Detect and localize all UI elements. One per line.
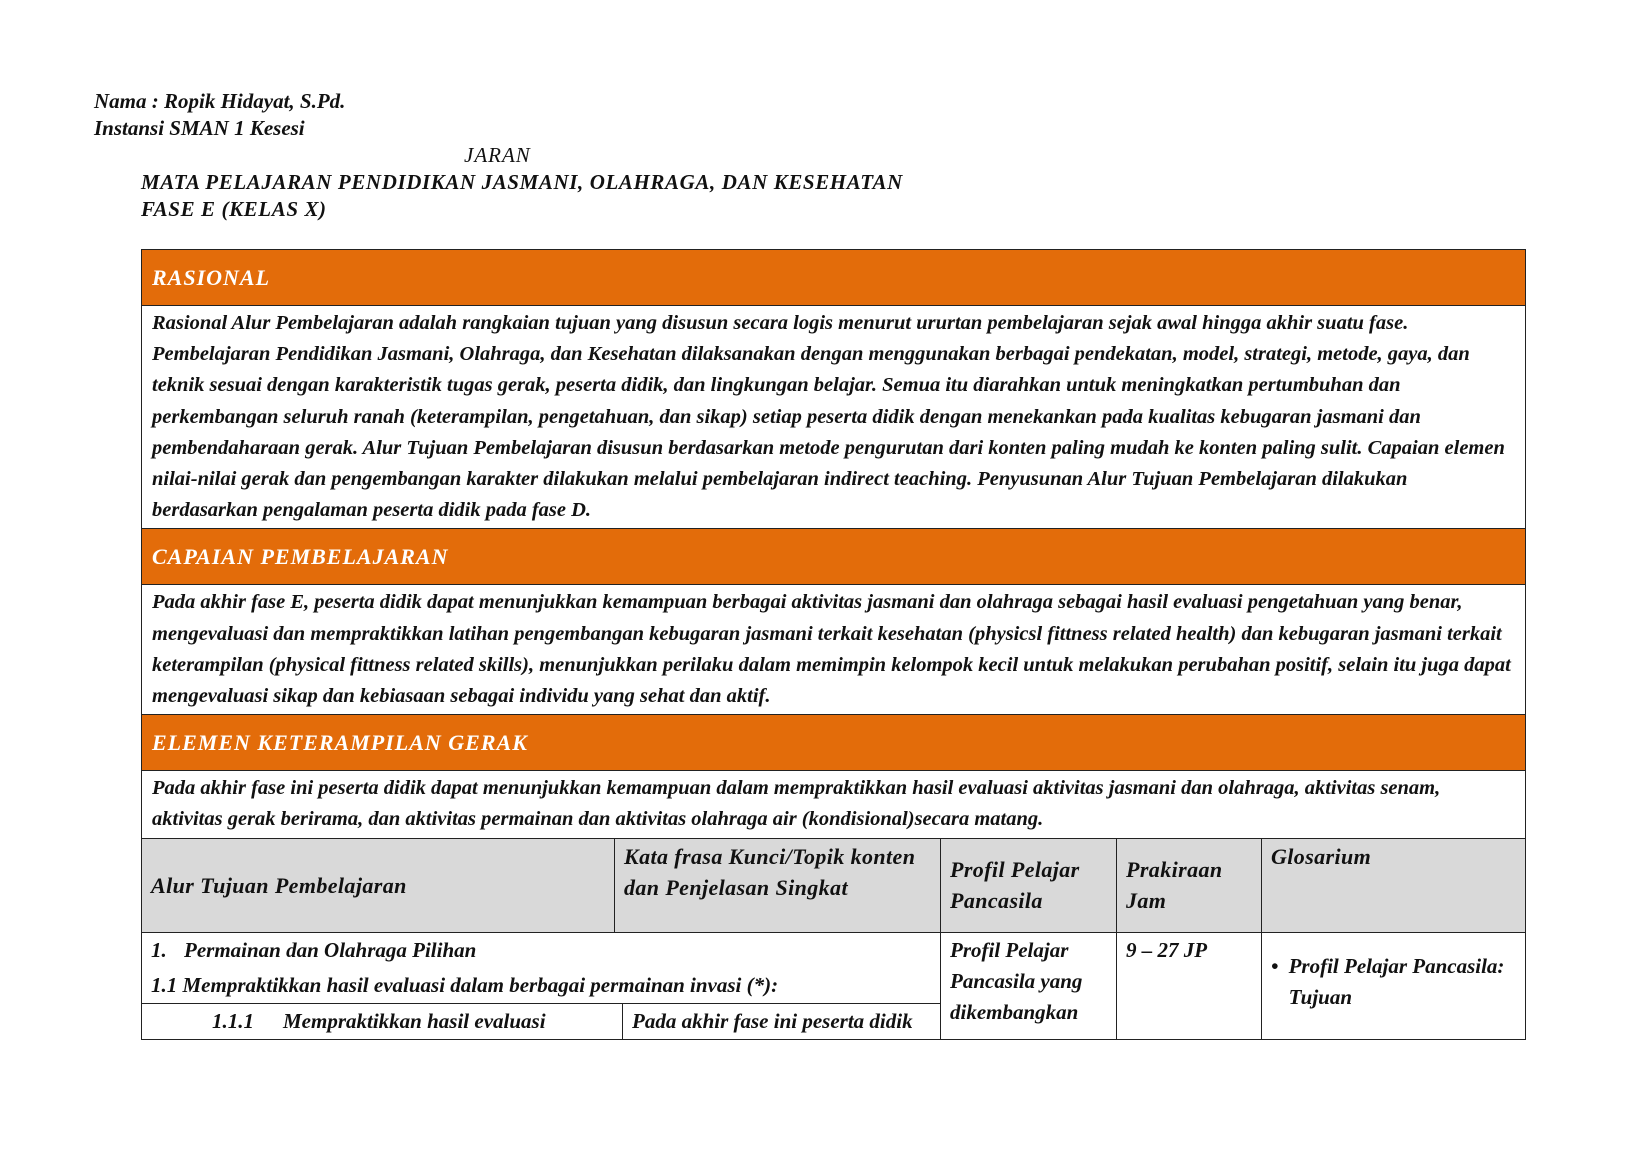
bullet-icon: • [1271,953,1279,978]
subject-title: MATA PELAJARAN PENDIDIKAN JASMANI, OLAHRAGA, DAN KESEHATAN [141,170,903,194]
document-title: JARAN [464,143,531,167]
sub-row [142,1003,940,1039]
column-header-profil: Profil Pelajar Pancasila [941,838,1117,932]
list-item [142,1004,623,1039]
column-header-alur: Alur Tujuan Pembelajaran [142,838,615,932]
column-header-glosarium: Glosarium [1262,838,1526,932]
list-item-label: Mempraktikkan hasil evaluasi [283,1008,546,1033]
list-item-label: Permainan dan Olahraga Pilihan [184,937,477,962]
glosarium-text: Profil Pelajar Pancasila: Tujuan [1288,953,1505,1009]
alur-cell [142,932,941,1039]
list-number: 1. [151,937,167,962]
author-name: Nama : Ropik Hidayat, S.Pd. [94,89,346,113]
section-header-rasional: RASIONAL [142,250,1526,306]
glosarium-item [1271,951,1516,1013]
section-text-elemen: Pada akhir fase ini peserta didik dapat menunjukkan kemampuan dalam mempraktikkan hasil evaluasi aktivitas jasmani dan olahraga, aktivitas senam, aktivitas gerak berirama, dan aktivitas permainan dan aktivitas olahraga air (kondisional)secara matang. [142,771,1526,838]
section-text-capaian: Pada akhir fase E, peserta didik dapat menunjukkan kemampuan berbagai aktivitas jasmani dan olahraga sebagai hasil evaluasi pengetahuan yang benar, mengevaluasi dan mempraktikkan latihan pengembangan kebugaran jasmani terkait kesehatan (physicsl fittness related health) dan kebugaran jasmani terkait keterampilan (physical fittness related skills), menunjukkan perilaku dalam memimpin kelompok kecil untuk melakukan perubahan positif, selain itu juga dapat mengevaluasi sikap dan kebiasaan sebagai individu yang sehat dan aktif. [142,585,1526,715]
glosarium-cell [1262,932,1526,1039]
phase-title: FASE E (KELAS X) [141,197,327,221]
learning-flow-table [141,249,1526,1040]
kata-cell: Pada akhir fase ini peserta didik [632,1008,913,1033]
section-text-rasional: Rasional Alur Pembelajaran adalah rangkaian tujuan yang disusun secara logis menurut ururtan pembelajaran sejak awal hingga akhir suatu fase. Pembelajaran Pendidikan Jasmani, Olahraga, dan Kesehatan dilaksanakan dengan menggunakan berbagai pendekatan, model, strategi, metode, gaya, dan teknik sesuai dengan karakteristik tugas gerak, peserta didik, dan lingkungan belajar. Semua itu diarahkan untuk meningkatkan pertumbuhan dan perkembangan seluruh ranah (keterampilan, pengetahuan, dan sikap) setiap peserta didik dengan menekankan pada kualitas kebugaran jasmani dan pembendaharaan gerak. Alur Tujuan Pembelajaran disusun berdasarkan metode pengurutan dari konten paling mudah ke konten paling sulit. Capaian elemen nilai-nilai gerak dan pengembangan karakter dilakukan melalui pembelajaran indirect teaching. Penyusunan Alur Tujuan Pembelajaran dilakukan berdasarkan pengalaman peserta didik pada fase D. [142,306,1526,529]
section-header-elemen: ELEMEN KETERAMPILAN GERAK [142,715,1526,771]
list-item [142,933,940,968]
jam-cell: 9 – 27 JP [1117,932,1262,1039]
list-number: 1.1.1 [212,1008,254,1033]
list-item: 1.1 Mempraktikkan hasil evaluasi dalam berbagai permainan invasi (*): [151,972,779,997]
column-header-jam: Prakiraan Jam [1117,838,1262,932]
column-header-kata: Kata frasa Kunci/Topik konten dan Penjelasan Singkat [615,838,941,932]
institution: Instansi SMAN 1 Kesesi [94,116,305,140]
profil-cell: Profil Pelajar Pancasila yang dikembangkan [941,932,1117,1039]
section-header-capaian: CAPAIAN PEMBELAJARAN [142,529,1526,585]
